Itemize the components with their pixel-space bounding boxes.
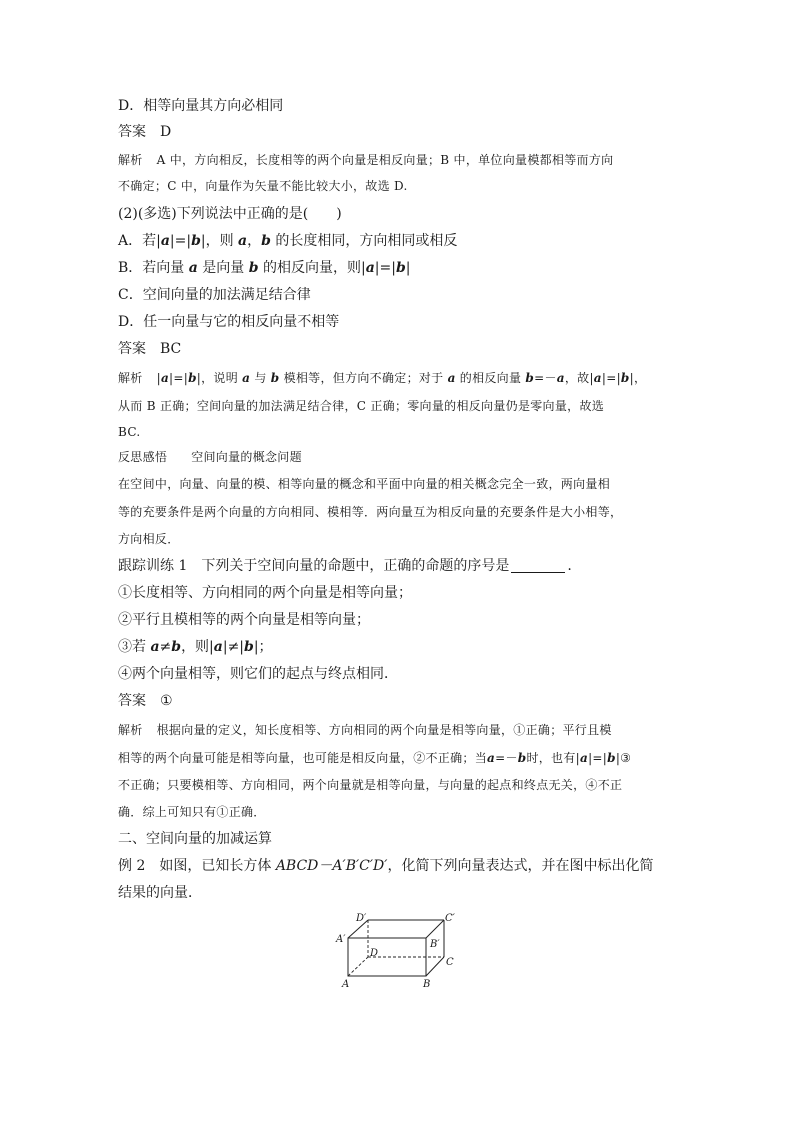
example-2-line-1: 例 2 如图，已知长方体 ABCD－A′B′C′D′，化简下列向量表达式，并在图中标出化简 xyxy=(118,858,654,874)
answer-label: 答案 xyxy=(118,341,146,357)
answer-3 xyxy=(118,691,714,711)
option-d: D．任一向量与它的相反向量不相等 xyxy=(118,314,340,330)
label-d-prime: D′ xyxy=(356,913,367,924)
answer-label: 答案 xyxy=(118,124,146,140)
section-2-heading: 二、空间向量的加减运算 xyxy=(118,831,272,847)
answer-2 xyxy=(118,339,714,359)
reflection-line-2: 等的充要条件是两个向量的方向相同、模相等．两向量互为相反向量的充要条件是大小相等， xyxy=(118,505,623,519)
option-c: C．空间向量的加法满足结合律 xyxy=(118,287,311,303)
reflection-line-1: 在空间中，向量、向量的模、相等向量的概念和平面中向量的相关概念完全一致，两向量相 xyxy=(118,477,611,491)
reflection-label: 反思感悟 xyxy=(118,450,168,464)
statement-4: ④两个向量相等，则它们的起点与终点相同． xyxy=(118,666,398,682)
answer-label: 答案 xyxy=(118,693,146,709)
analysis-2-line-3: BC. xyxy=(118,425,141,439)
option-b: B．若向量 a 是向量 b 的相反向量，则|a|=|b| xyxy=(118,260,411,276)
cuboid-figure xyxy=(334,910,464,992)
label-d: D xyxy=(370,948,379,959)
analysis-1-line-2: 不确定；C 中，向量作为矢量不能比较大小，故选 D. xyxy=(118,179,408,193)
analysis-3-line-1: 解析 根据向量的定义，知长度相等、方向相同的两个向量是相等向量，①正确；平行且模 xyxy=(118,720,714,740)
answer-blank xyxy=(511,558,565,573)
label-b: B xyxy=(423,979,431,990)
label-c-prime: C′ xyxy=(445,913,455,924)
option-d-prev: D．相等向量其方向必相同 xyxy=(118,98,284,114)
question-2: (2)(多选)下列说法中正确的是( ) xyxy=(118,206,342,222)
analysis-3-line-4: 确．综上可知只有①正确． xyxy=(118,805,266,819)
statement-1: ①长度相等、方向相同的两个向量是相等向量； xyxy=(118,585,412,601)
label-b-prime: B′ xyxy=(430,939,440,950)
label-c: C xyxy=(446,957,454,968)
answer-1 xyxy=(118,122,714,142)
analysis-3-line-3: 不正确；只要模相等、方向相同，两个向量就是相等向量，与向量的起点和终点无关，④不正 xyxy=(118,778,623,792)
answer-value: BC xyxy=(160,341,182,357)
answer-value: ① xyxy=(160,693,173,709)
analysis-label: 解析 xyxy=(118,153,143,167)
example-2-line-2: 结果的向量． xyxy=(118,885,202,901)
analysis-2-line-2: 从而 B 正确；空间向量的加法满足结合律，C 正确；零向量的相反向量仍是零向量，故选 xyxy=(118,399,605,413)
statement-3: ③若 a≠b，则|a|≠|b|； xyxy=(118,639,273,655)
reflection-heading xyxy=(118,447,714,467)
statement-2: ②平行且模相等的两个向量是相等向量； xyxy=(118,612,370,628)
option-a: A．若|a|=|b|，则 a，b 的长度相同，方向相同或相反 xyxy=(118,233,458,249)
answer-value: D xyxy=(160,124,172,140)
analysis-1-line-1: 解析 A 中，方向相反，长度相等的两个向量是相反向量；B 中，单位向量模都相等而方向 xyxy=(118,150,714,170)
analysis-3-line-2: 相等的两个向量可能是相等向量，也可能是相反向量，②不正确；当a=－b时，也有|a|=|b|③ xyxy=(118,751,632,765)
reflection-line-3: 方向相反． xyxy=(118,532,180,546)
reflection-title: 空间向量的概念问题 xyxy=(191,450,302,464)
analysis-2-line-1: 解析 |a|=|b|，说明 a 与 b 模相等，但方向不确定；对于 a 的相反向量 b=－a，故|a|=|b|， xyxy=(118,368,714,388)
label-a: A xyxy=(342,979,350,990)
label-a-prime: A′ xyxy=(336,934,346,945)
analysis-label: 解析 xyxy=(118,371,143,385)
practice-1-question: 跟踪训练 1 下列关于空间向量的命题中，正确的命题的序号是 . xyxy=(118,558,572,574)
analysis-label: 解析 xyxy=(118,723,143,737)
